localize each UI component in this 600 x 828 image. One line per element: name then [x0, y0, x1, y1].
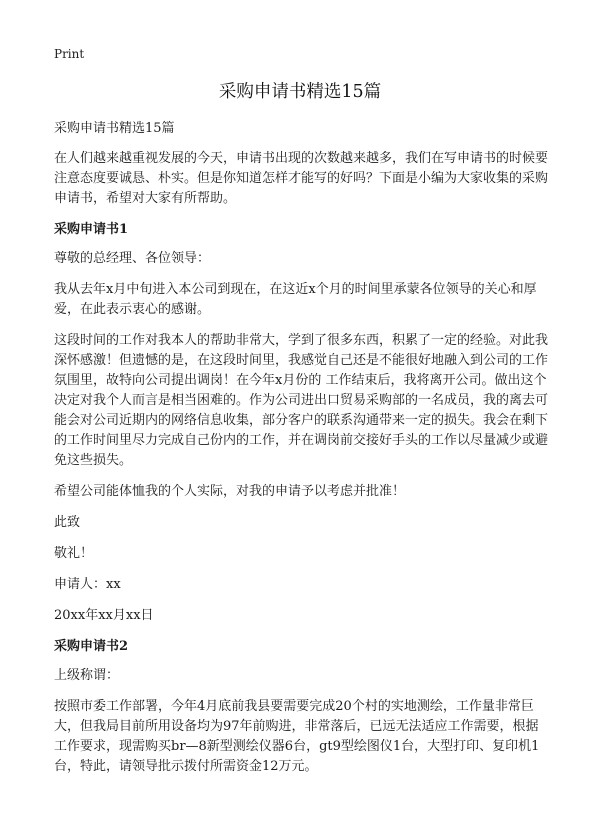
- section-1-applicant: 申请人：xx: [54, 577, 121, 592]
- page-title: 采购申请书精选15篇: [218, 82, 382, 102]
- document-body: [54, 119, 548, 788]
- section-1-salutation: 尊敬的总经理、各位领导：: [54, 251, 211, 266]
- section-2-salutation: 上级称谓：: [54, 668, 120, 683]
- section-1-date: 20xx年xx月xx日: [54, 608, 154, 623]
- document-subtitle: 采购申请书精选15篇: [54, 121, 175, 136]
- section-1-closing-cizhi: 此致: [54, 515, 81, 530]
- section-1-paragraph-request: 希望公司能体恤我的个人实际，对我的申请予以考虑并批准！: [54, 484, 406, 499]
- section-1-paragraph-thanks: 我从去年x月中旬进入本公司到现在，在这近x个月的时间里承蒙各位领导的关心和厚爱，在此表示衷心的感谢。: [54, 282, 537, 317]
- section-1-closing-jingli: 敬礼！: [54, 546, 94, 561]
- intro-paragraph: 在人们越来越重视发展的今天，申请书出现的次数越来越多，我们在写申请书的时候要注意态度要诚恳、朴实。但是你知道怎样才能写的好吗？下面是小编为大家收集的采购申请书，希望对大家有所帮助。: [54, 151, 549, 206]
- print-label: Print: [54, 47, 85, 61]
- section-1-paragraph-reason: 这段时间的工作对我本人的帮助非常大，学到了很多东西，积累了一定的经验。对此我深怀感激！但遗憾的是，在这段时间里，我感觉自己还是不能很好地融入到公司的工作氛围里，故特向公司提出调岗！在今年x月份的 工作结束后，我将离开公司。做出这个决定对我个人而言是相当困难的。作为公司进出口贸易采购部的一名成员，我的离去可能会对公司近期内的网络信息收集，部分客户的联系沟通带来一定的损失。我会在剩下的工作时间里尽力完成自己份内的工作，并在调岗前交接好手头的工作以尽量减少或避免这些损失。: [54, 333, 549, 468]
- section-2-paragraph-body: 按照市委工作部署，今年4月底前我县要需要完成20个村的实地测绘，工作量非常巨大，但我局目前所用设备均为97年前购进，非常落后，已远无法适应工作需要，根据工作要求，现需购买br—8新型测绘仪器6台，gt9型绘图仪1台，大型打印、复印机1台，特此，请领导批示拨付所需资金12万元。: [54, 699, 540, 774]
- section-heading-1: 采购申请书1: [54, 222, 129, 237]
- section-heading-2: 采购申请书2: [54, 639, 129, 654]
